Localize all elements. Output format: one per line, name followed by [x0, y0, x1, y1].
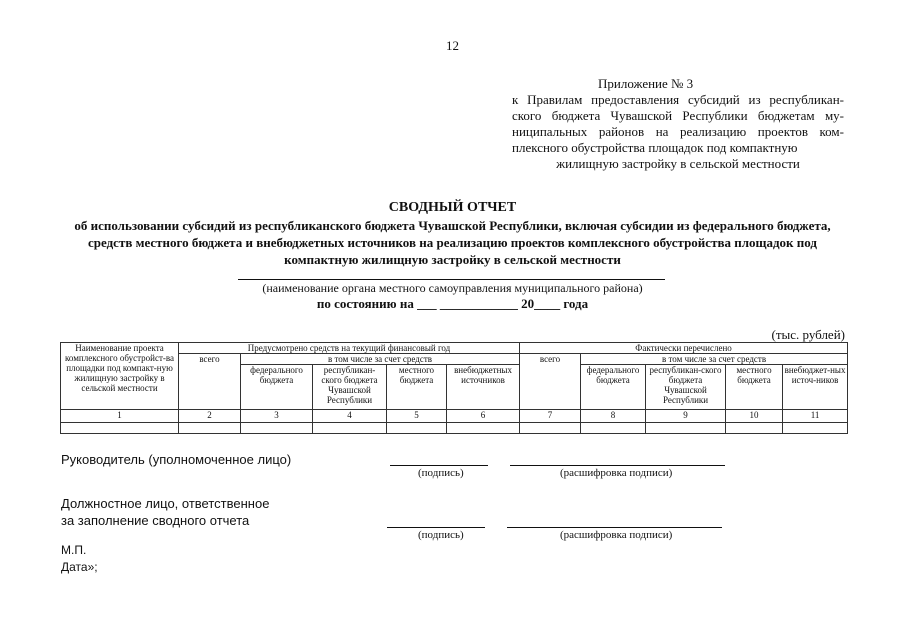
header-planned: Предусмотрено средств на текущий финансовый год: [179, 343, 520, 354]
date-label: Дата»;: [61, 560, 98, 574]
header-actual-federal: федерального бюджета: [581, 365, 646, 410]
col-number: 6: [447, 410, 520, 423]
col-number: 11: [783, 410, 848, 423]
official-signature-line[interactable]: [387, 527, 485, 528]
header-actual-offbudget: внебюджет-ных источ-ников: [783, 365, 848, 410]
header-actual-local: местного бюджета: [726, 365, 783, 410]
stamp-place-label: М.П.: [61, 543, 87, 557]
head-label: Руководитель (уполномоченное лицо): [61, 452, 292, 467]
header-planned-total: всего: [179, 354, 241, 410]
head-decode-caption: (расшифровка подписи): [560, 467, 673, 479]
header-actual-including: в том числе за счет средств: [581, 354, 848, 365]
table-cell[interactable]: [581, 423, 646, 434]
header-actual-republic: республикан-ского бюджета Чувашской Республики: [646, 365, 726, 410]
col-number: 4: [313, 410, 387, 423]
header-planned-including: в том числе за счет средств: [241, 354, 520, 365]
table-cell[interactable]: [313, 423, 387, 434]
official-label-line1: Должностное лицо, ответственное: [61, 496, 270, 511]
org-name-caption: (наименование органа местного самоуправления муниципального района): [262, 281, 643, 295]
appendix-text-last: жилищную застройку в сельской местности: [556, 156, 800, 171]
official-decode-caption: (расшифровка подписи): [560, 529, 673, 541]
header-planned-offbudget: внебюджетных источников: [447, 365, 520, 410]
header-project: Наименование проекта комплексного обустройст-ва площадки под компакт-ную жилищную застройку в сельской местности: [61, 343, 179, 410]
head-signature-line[interactable]: [390, 465, 488, 466]
col-number: 9: [646, 410, 726, 423]
table-cell[interactable]: [646, 423, 726, 434]
table-cell[interactable]: [783, 423, 848, 434]
head-decode-line[interactable]: [510, 465, 725, 466]
org-name-line: [238, 279, 665, 280]
table-cell[interactable]: [61, 423, 179, 434]
col-number: 10: [726, 410, 783, 423]
header-actual: Фактически перечислено: [520, 343, 848, 354]
table-cell[interactable]: [447, 423, 520, 434]
header-actual-total: всего: [520, 354, 581, 410]
table-cell[interactable]: [179, 423, 241, 434]
report-subtitle: об использовании субсидий из республиканского бюджета Чувашской Республики, включая субсидии из федерального бюджета, средств местного бюджета и внебюджетных источников на реализацию проектов комплексного обустройства площадок под компактную жилищную застройку в сельской местности: [74, 218, 831, 267]
header-planned-federal: федерального бюджета: [241, 365, 313, 410]
appendix-title: Приложение № 3: [598, 76, 694, 91]
report-title: СВОДНЫЙ ОТЧЕТ: [388, 200, 517, 215]
units-label: (тыс. рублей): [771, 327, 845, 342]
official-sign-caption: (подпись): [418, 529, 464, 541]
table-cell[interactable]: [726, 423, 783, 434]
head-sign-caption: (подпись): [418, 467, 464, 479]
header-planned-republic: республикан-ского бюджета Чувашской Республики: [313, 365, 387, 410]
col-number: 8: [581, 410, 646, 423]
table-cell[interactable]: [520, 423, 581, 434]
col-number: 7: [520, 410, 581, 423]
official-decode-line[interactable]: [507, 527, 722, 528]
col-number: 5: [387, 410, 447, 423]
header-planned-local: местного бюджета: [387, 365, 447, 410]
col-number: 1: [61, 410, 179, 423]
table-cell[interactable]: [241, 423, 313, 434]
appendix-text-body: к Правилам предоставления субсидий из республикан-ского бюджета Чувашской Республики бюджетам му-ниципальных районов на реализацию проектов ком-плексного обустройства площадок под компактную: [512, 92, 844, 155]
official-label-line2: за заполнение сводного отчета: [61, 513, 250, 528]
report-table: [60, 342, 848, 434]
page-number: 12: [446, 38, 459, 53]
col-number: 3: [241, 410, 313, 423]
col-number: 2: [179, 410, 241, 423]
appendix-text: [512, 92, 844, 172]
empty-data-row: [61, 423, 848, 434]
as-of-date: по состоянию на ___ ____________ 20____ года: [316, 296, 589, 311]
table-cell[interactable]: [387, 423, 447, 434]
